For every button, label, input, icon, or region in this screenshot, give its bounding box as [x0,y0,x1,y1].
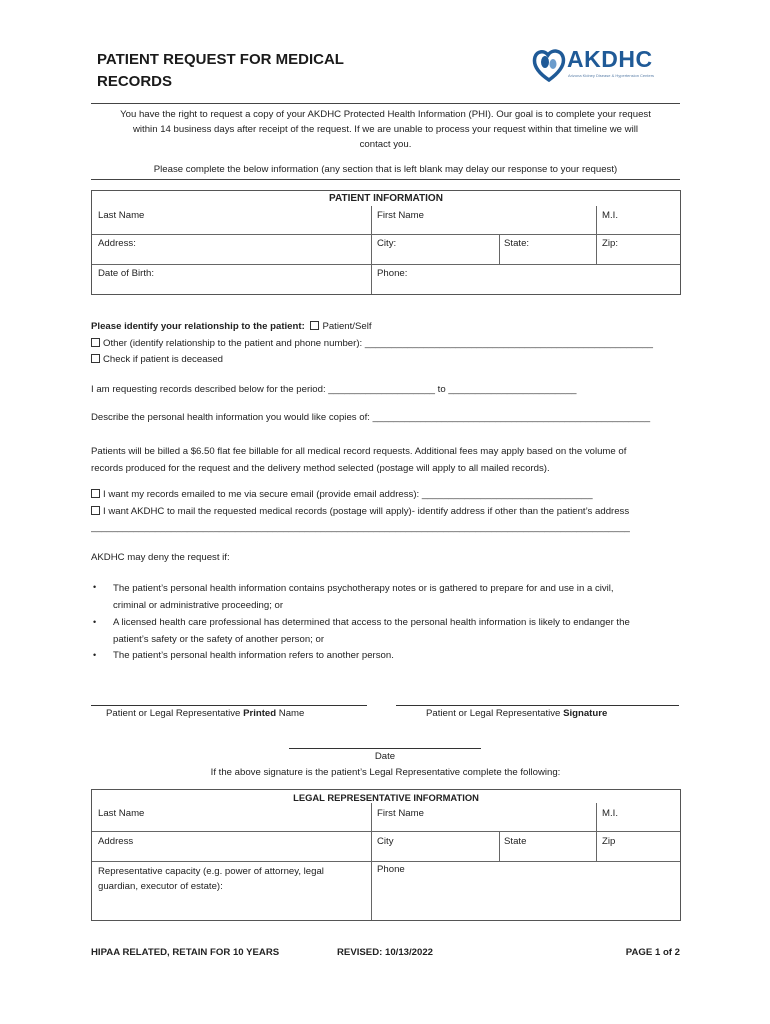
relationship-other-row [91,338,653,349]
logo-tagline: Arizona Kidney Disease & Hypertension Centers [568,73,655,78]
deny-item-1-line-2: criminal or administrative proceeding; or [113,600,284,611]
other-relationship-checkbox[interactable] [91,338,100,347]
footer-revised: REVISED: 10/13/2022 [337,947,433,958]
header-divider [91,103,680,104]
legal-rep-heading: LEGAL REPRESENTATIVE INFORMATION [293,792,479,803]
deny-item-1-line-1: The patient’s personal health information contains psychotherapy notes or is gathered to prepare for and use in a civil, [113,583,614,594]
rep-capacity-field[interactable] [98,864,324,894]
patient-self-checkbox[interactable] [310,321,319,330]
rep-note: If the above signature is the patient’s Legal Representative complete the following: [210,767,561,778]
patient-mi-field[interactable]: M.I. [602,210,618,221]
deny-item-3 [113,647,683,664]
other-relationship-label: Other (identify relationship to the patient and phone number): ______________________________________________________ [103,338,653,349]
rep-zip-field[interactable]: Zip [602,836,616,847]
page-title [97,49,377,93]
rep-city-field[interactable]: City [377,836,394,847]
printed-name-suffix: Name [276,708,305,719]
intro-line-1: You have the right to request a copy of your AKDHC Protected Health Information (PHI). Our goal is to complete your request [120,109,651,120]
title-line-1: PATIENT REQUEST FOR MEDICAL [97,51,344,68]
deceased-label: Check if patient is deceased [103,354,223,365]
patient-phone-field[interactable]: Phone: [377,268,408,279]
rep-first-name-field[interactable]: First Name [377,808,424,819]
intro-line-3: contact you. [359,139,412,150]
intro-note: Please complete the below information (any section that is left blank may delay our response to your request) [153,164,618,175]
intro-divider [91,179,680,180]
logo-name: AKDHC [567,46,653,72]
date-label: Date [374,751,396,762]
patient-address-field[interactable]: Address: [98,238,136,249]
mail-address-field[interactable]: _____________________________________________________________________________________________________ [91,522,630,533]
patient-info-heading: PATIENT INFORMATION [329,193,443,204]
footer-retain: HIPAA RELATED, RETAIN FOR 10 YEARS [91,947,280,958]
billing-line-2: records produced for the request and the delivery method selected (postage will apply to all mailed records). [91,463,550,474]
patient-self-label: Patient/Self [322,321,372,332]
email-option-row [91,489,593,500]
rep-phone-field[interactable]: Phone [377,864,405,875]
patient-city-field[interactable]: City: [377,238,397,249]
describe-field[interactable]: Describe the personal health information you would like copies of: ____________________________________________________ [91,412,651,423]
intro-line-2: within 14 business days after receipt of the request. If we are unable to process your request within that timeline we will [133,124,638,135]
intro-text [91,107,680,152]
printed-name-label [106,708,304,719]
relationship-label: Please identify your relationship to the patient: [91,321,305,332]
patient-dob-field[interactable]: Date of Birth: [98,268,154,279]
akdhc-logo [531,46,671,84]
rep-state-field[interactable]: State [504,836,527,847]
deny-bullet-2: • [93,617,97,627]
printed-name-prefix: Patient or Legal Representative [106,708,244,719]
rep-mi-field[interactable]: M.I. [602,808,618,819]
deny-item-3-line-1: The patient’s personal health information refers to another person. [113,650,394,661]
period-field[interactable]: I am requesting records described below for the period: ____________________ to ________________________ [91,384,577,395]
legal-rep-table [91,789,681,921]
deny-item-2-line-1: A licensed health care professional has determined that access to the personal health information is likely to endanger the [113,617,630,628]
printed-name-line[interactable] [91,705,367,706]
signature-prefix: Patient or Legal Representative [426,708,564,719]
email-option-label: I want my records emailed to me via secure email (provide email address): ________________________________ [103,489,593,500]
date-line[interactable] [289,748,481,749]
mail-option-row [91,506,629,517]
mail-option-label: I want AKDHC to mail the requested medical records (postage will apply)- identify address if other than the patient’s address [103,506,630,517]
mail-checkbox[interactable] [91,506,100,515]
signature-line[interactable] [396,705,679,706]
signature-label [426,708,607,719]
billing-line-1: Patients will be billed a $6.50 flat fee billable for all medical record requests. Additional fees may apply based on the volume of [91,446,627,457]
patient-last-name-field[interactable]: Last Name [98,210,145,221]
relationship-row [91,321,372,332]
patient-zip-field[interactable]: Zip: [602,238,618,249]
email-checkbox[interactable] [91,489,100,498]
heart-kidney-logo-icon [531,46,567,84]
deny-bullet-1: • [93,582,97,592]
deny-item-2 [113,614,683,648]
printed-name-bold: Printed [243,708,277,719]
deceased-checkbox[interactable] [91,354,100,363]
signature-bold: Signature [563,708,608,719]
rep-address-field[interactable]: Address [98,836,134,847]
patient-info-table [91,190,681,295]
title-line-2: RECORDS [97,73,173,90]
deny-item-2-line-2: patient’s safety or the safety of another person; or [113,634,325,645]
patient-first-name-field[interactable]: First Name [377,210,424,221]
rep-last-name-field[interactable]: Last Name [98,808,145,819]
deny-item-1 [113,580,683,614]
deny-heading: AKDHC may deny the request if: [91,552,230,563]
rep-capacity-line-2: guardian, executor of estate): [98,881,223,892]
rep-capacity-line-1: Representative capacity (e.g. power of attorney, legal [98,866,324,877]
deceased-row [91,354,223,365]
patient-state-field[interactable]: State: [504,238,530,249]
billing-text [91,443,691,477]
footer-page: PAGE 1 of 2 [625,947,680,958]
deny-bullet-3: • [93,650,97,660]
